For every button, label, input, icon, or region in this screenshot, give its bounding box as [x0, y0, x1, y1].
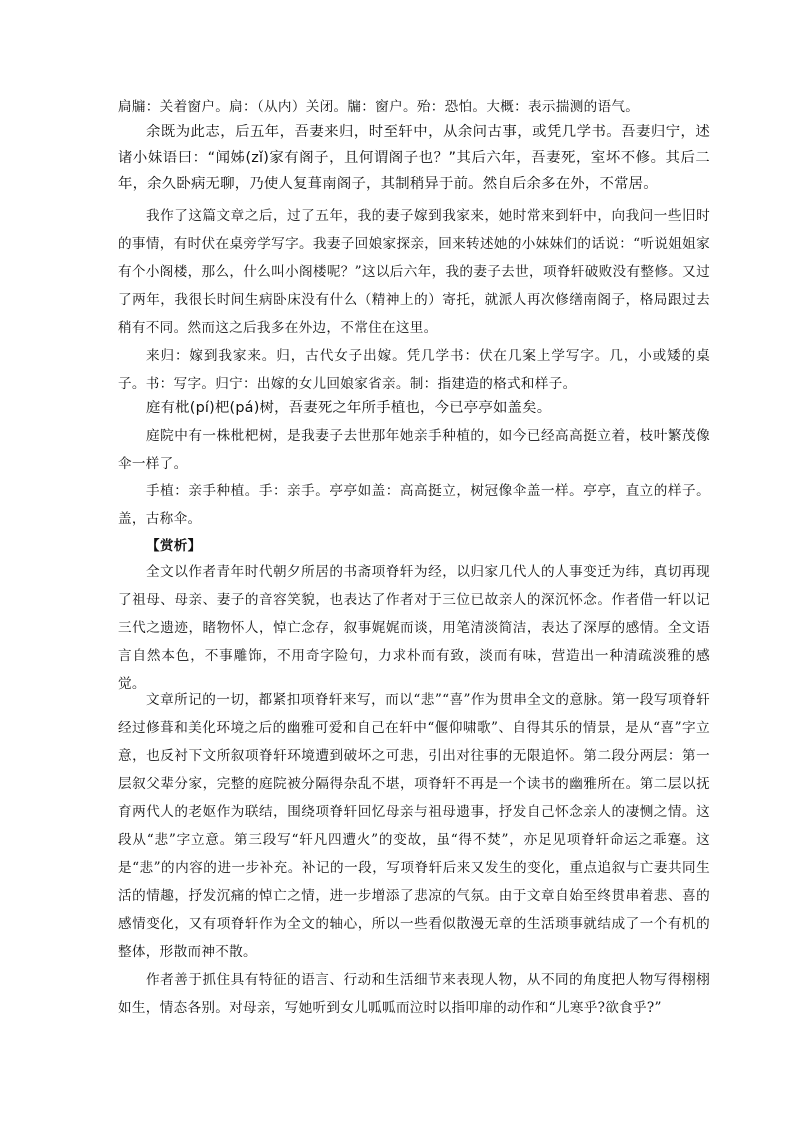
annotation-jiongyou: 扃牖：关着窗户。扃：（从内）关闭。牖：窗户。殆：恐怕。大概：表示揣测的语气。 [118, 99, 640, 115]
annotation-laigui: 来归：嫁到我家来。归，古代女子出嫁。凭几学书：伏在几案上学写字。几，小或矮的桌子。书：写字。归宁：出嫁的女儿回娘家省亲。制：指建造的格式和样子。 [118, 348, 710, 392]
translation-paragraph-2: 庭院中有一株枇杷树，是我妻子去世那年她亲手种植的，如今已经高高挺立着，枝叶繁茂像伞一样了。 [118, 428, 710, 472]
annotation-shouzhi: 手植：亲手种植。手：亲手。亭亭如盖：高高挺立，树冠像伞盖一样。亭亭，直立的样子。盖，古称伞。 [118, 483, 710, 527]
appreciation-paragraph-1: 全文以作者青年时代朝夕所居的书斋项脊轩为经，以归家几代人的人事变迁为纬，真切再现了祖母、母亲、妻子的音容笑貌，也表达了作者对于三位已故亲人的深沉怀念。作者借一轩以记三代之遗迹，睹物怀人，悼亡念存，叙事娓娓而谈，用笔清淡简洁，表达了深厚的感情。全文语言自然本色，不事雕饰，不用奇字险句，力求朴而有致，淡而有味，营造出一种清疏淡雅的感觉。 [118, 564, 710, 692]
appreciation-paragraph-2: 文章所记的一切，都紧扣项脊轩来写，而以“悲”“喜”作为贯串全文的意脉。第一段写项脊轩经过修葺和美化环境之后的幽雅可爱和自己在轩中“偃仰啸歌”、自得其乐的情景，是从“喜”字立意，也反衬下文所叙项脊轩环境遭到破坏之可悲，引出对往事的无限追怀。第二段分两层：第一层叙父辈分家，完整的庭院被分隔得杂乱不堪，项脊轩不再是一个读书的幽雅所在。第二层以抚育两代人的老妪作为联结，围绕项脊轩回忆母亲与祖母遗事，抒发自己怀念亲人的凄恻之情。这段从“悲”字立意。第三段写“轩凡四遭火”的变故，虽“得不焚”，亦足见项脊轩命运之乖蹇。这是“悲”的内容的进一步补充。补记的一段，写项脊轩后来又发生的变化，重点追叙与亡妻共同生活的情趣，抒发沉痛的悼亡之情，进一步增添了悲凉的气氛。由于文章自始至终贯串着悲、喜的感情变化，又有项脊轩作为全文的轴心，所以一些看似散漫无章的生活琐事就结成了一个有机的整体，形散而神不散。 [118, 692, 710, 960]
section-heading-appreciation: 【赏析】 [146, 538, 202, 554]
original-text-paragraph-1: 余既为此志，后五年，吾妻来归，时至轩中，从余问古事，或凭几学书。吾妻归宁，述诸小妹语曰：“闻姊(zǐ)家有阁子，且何谓阁子也？”其后六年，吾妻死，室坏不修。其后二年，余久卧病无聊，乃使人复葺南阁子，其制稍异于前。然自后余多在外，不常居。 [118, 124, 710, 192]
translation-paragraph-1: 我作了这篇文章之后，过了五年，我的妻子嫁到我家来，她时常来到轩中，向我问一些旧时的事情，有时伏在桌旁学写字。我妻子回娘家探亲，回来转述她的小妹妹们的话说：“听说姐姐家有个小阁楼，那么，什么叫小阁楼呢？”这以后六年，我的妻子去世，项脊轩破败没有整修。又过了两年，我很长时间生病卧床没有什么（精神上的）寄托，就派人再次修缮南阁子，格局跟过去稍有不同。然而这之后我多在外边，不常住在这里。 [118, 208, 710, 336]
appreciation-paragraph-3: 作者善于抓住具有特征的语言、行动和生活细节来表现人物，从不同的角度把人物写得栩栩如生，情态各别。对母亲，写她听到女儿呱呱而泣时以指叩扉的动作和“儿寒乎?欲食乎?” [118, 972, 710, 1016]
original-text-paragraph-2: 庭有枇(pí)杷(pá)树，吾妻死之年所手植也，今已亭亭如盖矣。 [146, 400, 552, 416]
